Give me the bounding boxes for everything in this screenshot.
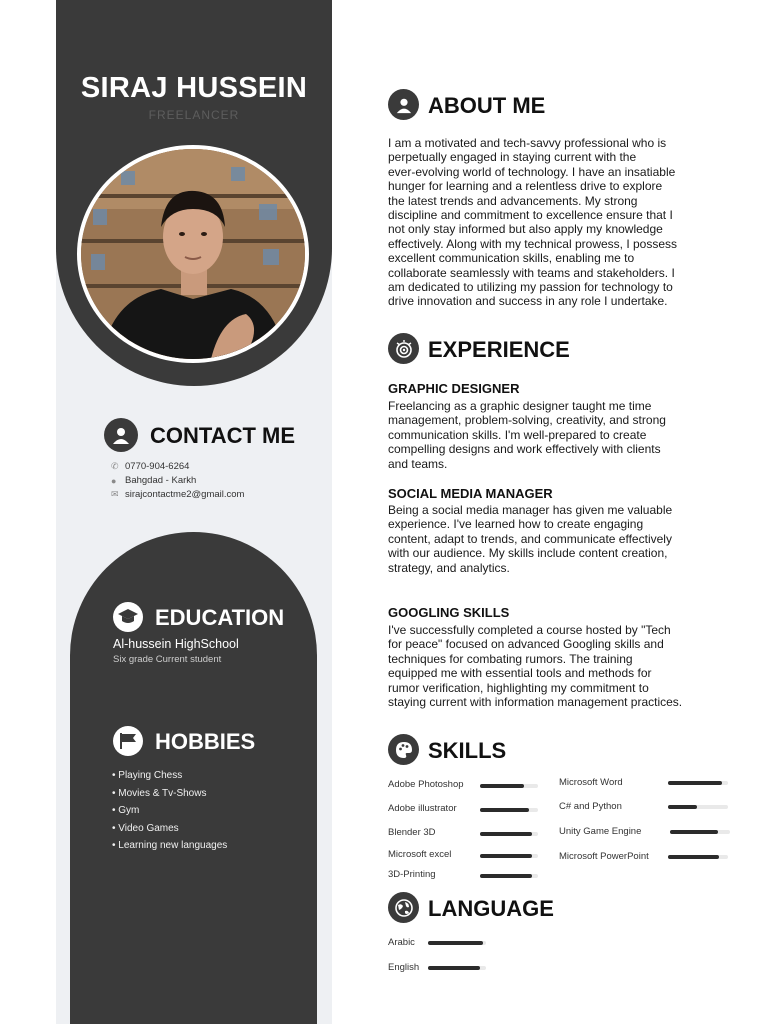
flag-icon (113, 726, 143, 756)
education-title: EDUCATION (155, 605, 285, 630)
contact-title: CONTACT ME (150, 423, 296, 448)
skill-bar-fill (668, 805, 697, 809)
profile-subtitle: FREELANCER (148, 108, 240, 122)
target-icon (388, 333, 419, 364)
job-description: Freelancing as a graphic designer taught me time management, problem-solving, creativity, and strong communication skills. I'm well-prepared to create compelling designs and work effectively with clients and teams. (388, 399, 666, 471)
hobbies-list (112, 767, 227, 855)
skill-bar (670, 830, 730, 834)
experience-title: EXPERIENCE (428, 337, 570, 362)
skill-bar (480, 874, 538, 878)
skill-label: Microsoft Word (559, 777, 623, 788)
skill-label: C# and Python (559, 801, 622, 812)
hobby-item: • Movies & Tv-Shows (112, 787, 207, 799)
skill-label: Adobe Photoshop (388, 779, 464, 790)
contact-email[interactable] (111, 489, 244, 500)
skills-title: SKILLS (428, 738, 507, 763)
skill-bar-fill (480, 808, 529, 812)
skill-bar (668, 805, 728, 809)
job-title: GRAPHIC DESIGNER (388, 381, 520, 396)
contact-email-text: sirajcontactme2@gmail.com (125, 489, 245, 500)
skill-bar (480, 854, 538, 858)
job-description: Being a social media manager has given me valuable experience. I've learned how to create engaging content, adapt to trends, and communicate effectively with our audience. My skills include content creation, strategy, and analytics. (388, 503, 673, 575)
profile-photo-image (81, 149, 305, 359)
person-icon (104, 418, 138, 452)
location-pin-icon: ● (111, 475, 117, 486)
skill-bar-fill (668, 781, 722, 785)
hobby-item: • Video Games (112, 822, 179, 834)
skill-label: Blender 3D (388, 827, 436, 838)
skill-bar (668, 855, 728, 859)
hobby-item: • Learning new languages (112, 840, 228, 852)
skill-bar-fill (480, 854, 532, 858)
skill-bar-fill (668, 855, 719, 859)
skill-label: 3D-Printing (388, 869, 436, 880)
job-title: GOOGLING SKILLS (388, 605, 510, 620)
language-bar-fill (428, 941, 483, 945)
skill-bar (668, 781, 728, 785)
job-description: I've successfully completed a course hosted by "Tech for peace" focused on advanced Googling skills and techniques for combating rumors. The training equipped me with essential tools and methods for rumor verification, highlighting my commitment to staying current with information management practices. (388, 623, 683, 710)
skill-label: Unity Game Engine (559, 826, 642, 837)
skill-bar-fill (480, 784, 524, 788)
language-bar-fill (428, 966, 480, 970)
education-grade: Six grade Current student (113, 654, 222, 665)
contact-phone[interactable] (111, 461, 189, 472)
language-label: English (388, 962, 420, 973)
skill-label: Adobe illustrator (388, 803, 457, 814)
job-title: SOCIAL MEDIA MANAGER (388, 486, 553, 501)
education-school: Al-hussein HighSchool (113, 637, 239, 651)
person-icon (388, 89, 419, 120)
skill-bar-fill (480, 832, 532, 836)
globe-icon (388, 892, 419, 923)
skill-label: Microsoft excel (388, 849, 452, 860)
language-title: LANGUAGE (428, 896, 554, 921)
about-title: ABOUT ME (428, 93, 546, 118)
about-text: I am a motivated and tech-savvy professional who is perpetually engaged in staying current with the ever-evolving world of technology. I have an insatiable hunger for learning and a relentless drive to explore the latest trends and advancements. My strong discipline and commitment to excellence ensure that I not only stay informed but also apply my knowledge effectively. Along with my technical prowess, I possess excellent communication skills, enabling me to collaborate seamlessly with teams and stakeholders. I am dedicated to utilizing my passion for technology to drive innovation and success in any role I undertake. (388, 136, 678, 309)
language-label: Arabic (388, 937, 415, 948)
hobbies-title: HOBBIES (155, 729, 256, 754)
graduation-cap-icon (113, 602, 143, 632)
language-bar (428, 966, 486, 970)
contact-address (111, 475, 196, 486)
skill-bar-fill (670, 830, 718, 834)
hobby-item: • Playing Chess (112, 770, 183, 781)
hobby-item: • Gym (112, 805, 140, 817)
language-bar (428, 941, 486, 945)
profile-name: SIRAJ HUSSEIN (80, 72, 308, 104)
palette-icon (388, 734, 419, 765)
phone-icon: ✆ (111, 461, 119, 471)
profile-photo (77, 145, 309, 363)
contact-phone-text: 0770-904-6264 (125, 461, 190, 472)
skill-bar (480, 784, 538, 788)
skill-label: Microsoft PowerPoint (559, 851, 649, 862)
contact-address-text: Bahgdad - Karkh (125, 475, 197, 486)
skill-bar (480, 832, 538, 836)
mail-icon: ✉ (111, 489, 119, 499)
skill-bar (480, 808, 538, 812)
skill-bar-fill (480, 874, 532, 878)
